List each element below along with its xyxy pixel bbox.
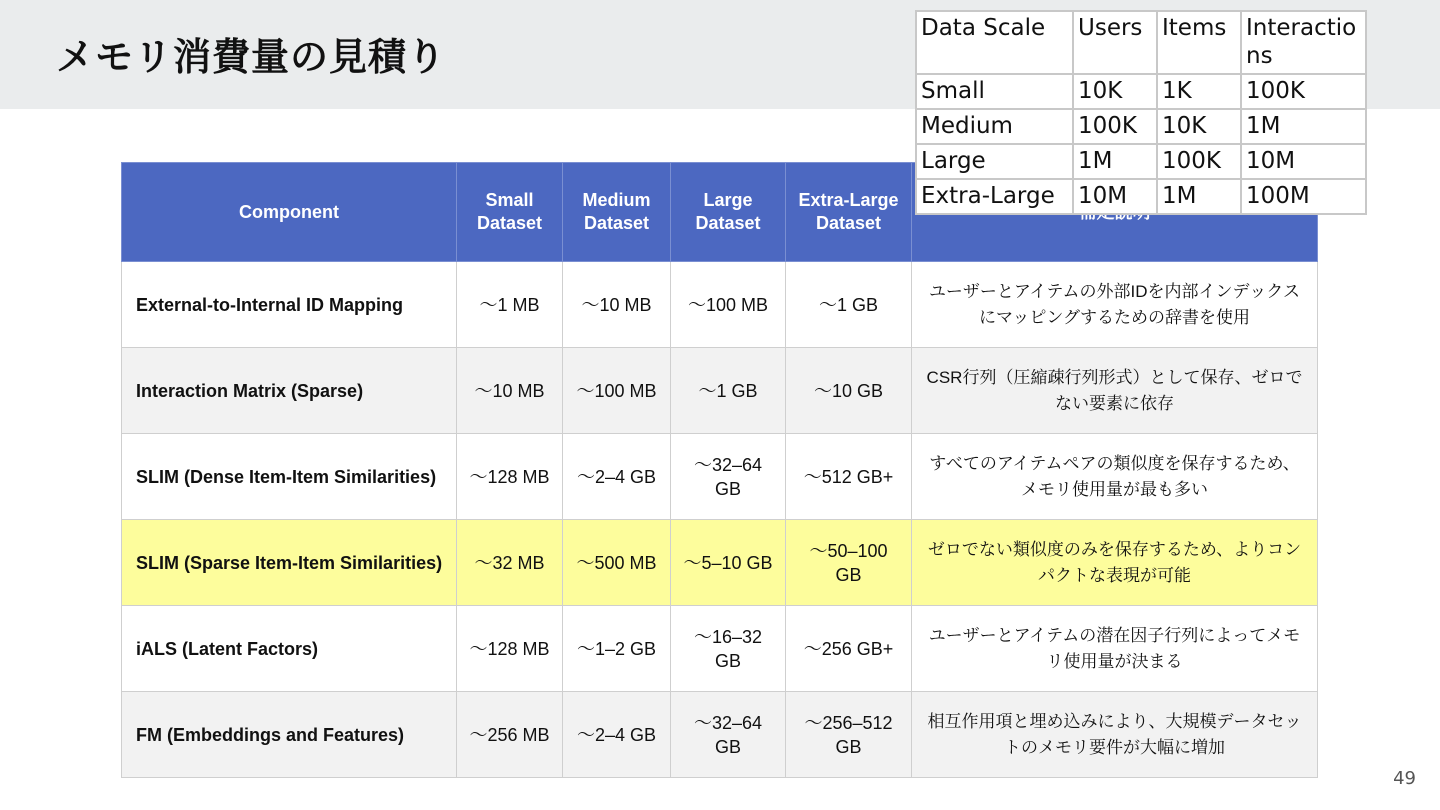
header-component: Component [122,163,457,262]
table-row [122,692,1318,778]
scale-cell: 10K [1157,109,1241,144]
large-cell: 〜1 GB [671,348,786,434]
scale-cell: 100K [1241,74,1366,109]
data-scale-table [915,10,1367,215]
scale-header-row [916,11,1366,74]
xlarge-cell: 〜512 GB+ [786,434,912,520]
medium-cell: 〜1–2 GB [563,606,671,692]
note-cell: ユーザーとアイテムの潜在因子行列によってメモリ使用量が決まる [912,606,1318,692]
scale-cell: 100K [1073,109,1157,144]
page-number: 49 [1393,768,1416,789]
note-cell: CSR行列（圧縮疎行列形式）として保存、ゼロでない要素に依存 [912,348,1318,434]
scale-row [916,74,1366,109]
header-xlarge: Extra-Large Dataset [786,163,912,262]
scale-cell: 10M [1241,144,1366,179]
large-cell: 〜32–64 GB [671,692,786,778]
scale-row [916,179,1366,214]
scale-header-cell: Users [1073,11,1157,74]
small-cell: 〜32 MB [457,520,563,606]
scale-row [916,144,1366,179]
scale-cell: Small [916,74,1073,109]
scale-cell: 10M [1073,179,1157,214]
page-title: メモリ消費量の見積り [56,35,447,79]
scale-cell: 10K [1073,74,1157,109]
component-cell: SLIM (Dense Item-Item Similarities) [122,434,457,520]
xlarge-cell: 〜256–512 GB [786,692,912,778]
large-cell: 〜32–64 GB [671,434,786,520]
note-cell: ユーザーとアイテムの外部IDを内部インデックスにマッピングするための辞書を使用 [912,262,1318,348]
large-cell: 〜5–10 GB [671,520,786,606]
table-row-highlighted [122,520,1318,606]
large-cell: 〜100 MB [671,262,786,348]
memory-estimate-table [121,162,1318,778]
small-cell: 〜256 MB [457,692,563,778]
component-cell: Interaction Matrix (Sparse) [122,348,457,434]
xlarge-cell: 〜1 GB [786,262,912,348]
medium-cell: 〜10 MB [563,262,671,348]
medium-cell: 〜500 MB [563,520,671,606]
component-cell: iALS (Latent Factors) [122,606,457,692]
scale-cell: 100K [1157,144,1241,179]
scale-row [916,109,1366,144]
note-cell: 相互作用項と埋め込みにより、大規模データセットのメモリ要件が大幅に増加 [912,692,1318,778]
component-cell: SLIM (Sparse Item-Item Similarities) [122,520,457,606]
small-cell: 〜1 MB [457,262,563,348]
table-row [122,434,1318,520]
xlarge-cell: 〜50–100 GB [786,520,912,606]
medium-cell: 〜2–4 GB [563,692,671,778]
scale-header-cell: Data Scale [916,11,1073,74]
small-cell: 〜10 MB [457,348,563,434]
header-small: Small Dataset [457,163,563,262]
scale-header-cell: Items [1157,11,1241,74]
scale-cell: 1M [1157,179,1241,214]
scale-cell: Large [916,144,1073,179]
small-cell: 〜128 MB [457,434,563,520]
xlarge-cell: 〜10 GB [786,348,912,434]
note-cell: すべてのアイテムペアの類似度を保存するため、メモリ使用量が最も多い [912,434,1318,520]
scale-cell: Extra-Large [916,179,1073,214]
header-medium: Medium Dataset [563,163,671,262]
component-cell: FM (Embeddings and Features) [122,692,457,778]
header-large: Large Dataset [671,163,786,262]
small-cell: 〜128 MB [457,606,563,692]
component-cell: External-to-Internal ID Mapping [122,262,457,348]
medium-cell: 〜100 MB [563,348,671,434]
scale-cell: 1K [1157,74,1241,109]
xlarge-cell: 〜256 GB+ [786,606,912,692]
note-cell: ゼロでない類似度のみを保存するため、よりコンパクトな表現が可能 [912,520,1318,606]
table-row [122,348,1318,434]
large-cell: 〜16–32 GB [671,606,786,692]
scale-cell: 100M [1241,179,1366,214]
scale-header-cell: Interactions [1241,11,1366,74]
table-row [122,262,1318,348]
scale-cell: 1M [1241,109,1366,144]
scale-cell: 1M [1073,144,1157,179]
table-row [122,606,1318,692]
medium-cell: 〜2–4 GB [563,434,671,520]
scale-cell: Medium [916,109,1073,144]
